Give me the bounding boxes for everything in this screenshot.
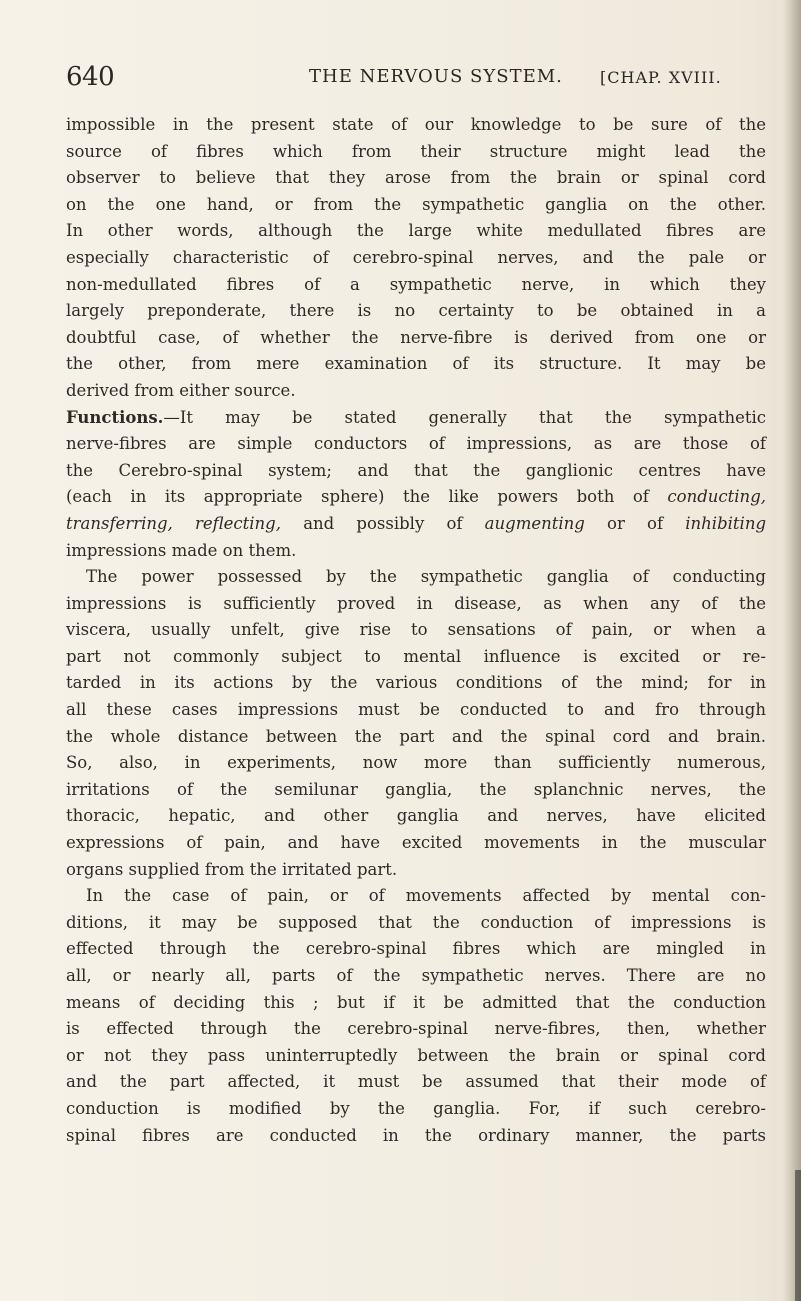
page-number: 640 [66, 62, 115, 92]
text-line: and the part affected, it must be assumed that their mode of [66, 1072, 766, 1092]
section-heading-functions: Functions. [66, 407, 164, 427]
chapter-label: [CHAP. XVIII. [600, 68, 722, 87]
text-line: is effected through the cerebro-spinal nerve-fibres, then, whether [66, 1019, 766, 1039]
text-line: non-medullated fibres of a sympathetic nerve, in which they [66, 274, 766, 294]
text-line: In other words, although the large white medullated fibres are [66, 221, 766, 241]
functions-line-5-mid: and possibly of [303, 513, 463, 533]
text-line: the whole distance between the part and the spinal cord and brain. [66, 726, 766, 746]
text-line: tarded in its actions by the various conditions of the mind; for in [66, 673, 766, 693]
text-line: thoracic, hepatic, and other ganglia and nerves, have elicited [66, 806, 766, 826]
text-line: especially characteristic of cerebro-spinal nerves, and the pale or [66, 247, 766, 267]
functions-line-5-or: or of [607, 513, 664, 533]
italic-inhibiting: inhibiting [685, 513, 767, 533]
text-line: nerve-fibres are simple conductors of impressions, as are those of [66, 434, 766, 454]
text-line: viscera, usually unfelt, give rise to sensations of pain, or when a [66, 620, 766, 640]
text-line: means of deciding this ; but if it be admitted that the conduction [66, 992, 766, 1012]
text-line: on the one hand, or from the sympathetic ganglia on the other. [66, 194, 766, 214]
text-line: impossible in the present state of our knowledge to be sure of the [66, 115, 766, 134]
text-line: irritations of the semilunar ganglia, the splanchnic nerves, the [66, 779, 766, 799]
text-line: organs supplied from the irritated part. [66, 859, 398, 879]
text-line: the Cerebro-spinal system; and that the ganglionic centres have [66, 460, 766, 480]
text-line: conduction is modified by the ganglia. For, if such cerebro- [66, 1098, 766, 1118]
running-title: THE NERVOUS SYSTEM. [309, 66, 563, 87]
text-line: derived from either source. [66, 380, 296, 400]
functions-line-5 [66, 511, 766, 538]
text-line: all these cases impressions must be conducted to and fro through [66, 700, 766, 720]
text-line: ditions, it may be supposed that the conduction of impressions is [66, 912, 766, 932]
text-line: largely preponderate, there is no certainty to be obtained in a [66, 301, 766, 321]
page-edge-shadow [795, 1170, 801, 1301]
text-line: source of fibres which from their structure might lead the [66, 141, 766, 161]
text-line: spinal fibres are conducted in the ordinary manner, the parts [66, 1125, 766, 1145]
text-line: part not commonly subject to mental influence is excited or re- [66, 646, 766, 666]
italic-transferring-reflecting: transferring, reflecting, [66, 513, 281, 533]
text-line: or not they pass uninterruptedly between the brain or spinal cord [66, 1045, 766, 1065]
text-line: observer to believe that they arose from the brain or spinal cord [66, 168, 766, 188]
text-line: impressions made on them. [66, 540, 297, 560]
text-line: all, or nearly all, parts of the sympathetic nerves. There are no [66, 966, 766, 985]
page-gutter-shadow [783, 0, 801, 1301]
functions-line-1-text: —It may be stated generally that the sympathetic [163, 407, 766, 427]
italic-augmenting: augmenting [484, 513, 585, 533]
text-line: impressions is sufficiently proved in disease, as when any of the [66, 593, 766, 613]
running-header [66, 62, 766, 94]
text-line: doubtful case, of whether the nerve-fibre is derived from one or [66, 327, 766, 347]
functions-line-4-text: (each in its appropriate sphere) the like powers both of [66, 487, 649, 507]
italic-conducting: conducting, [667, 487, 766, 507]
body-text [66, 112, 766, 1149]
text-line: effected through the cerebro-spinal fibres which are mingled in [66, 939, 766, 959]
text-line: In the case of pain, or of movements affected by mental con- [86, 886, 766, 906]
text-line: The power possessed by the sympathetic ganglia of conducting [86, 567, 766, 587]
functions-line-4 [66, 484, 766, 511]
text-line: expressions of pain, and have excited movements in the muscular [66, 833, 766, 853]
functions-line-1 [66, 405, 766, 432]
text-line: So, also, in experiments, now more than sufficiently numerous, [66, 753, 766, 773]
text-line: the other, from mere examination of its structure. It may be [66, 354, 766, 374]
